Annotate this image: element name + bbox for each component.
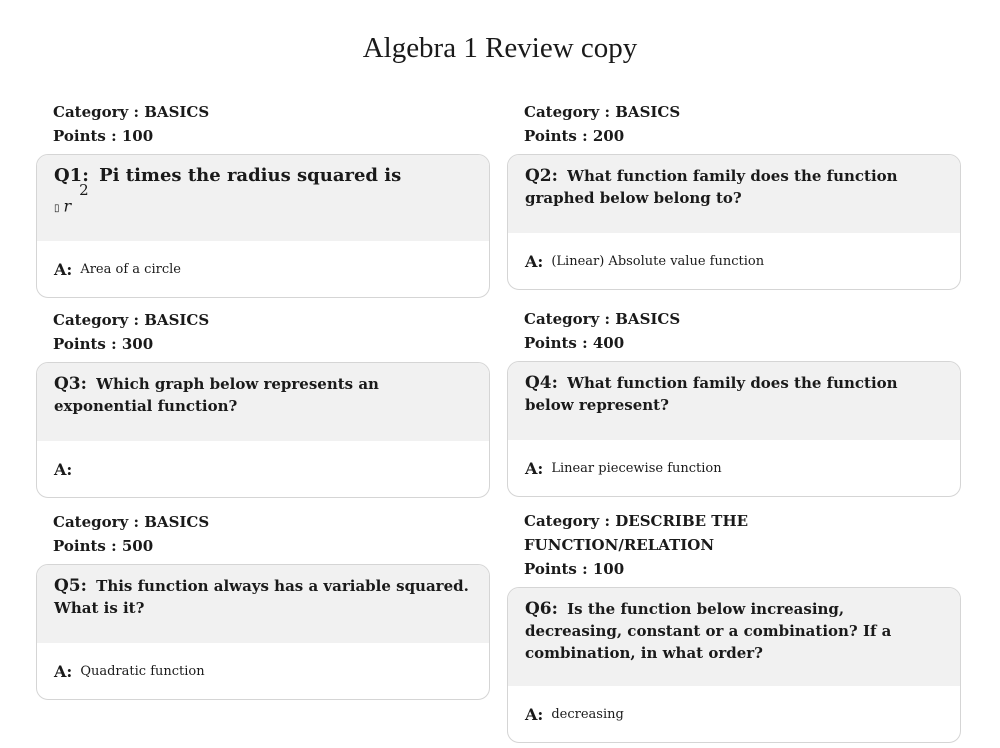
- category-value: BASICS: [615, 310, 681, 328]
- question-text: What function family does the function graphed below belong to?: [525, 167, 898, 207]
- question-meta: [507, 509, 961, 581]
- category-value: BASICS: [615, 103, 681, 121]
- question-text: Is the function below increasing, decreasing, constant or a combination? If a combination, in what order?: [525, 600, 892, 662]
- question-card[interactable]: [36, 564, 490, 700]
- points-value: 100: [592, 560, 625, 578]
- page-title: Algebra 1 Review copy: [362, 32, 638, 64]
- category-label: Category :: [524, 310, 611, 328]
- answer-text: (Linear) Absolute value function: [551, 253, 765, 269]
- question-number: Q2:: [525, 166, 558, 186]
- answer-label: A:: [54, 259, 73, 279]
- category-label: Category :: [53, 103, 140, 121]
- answer-area: [37, 241, 489, 297]
- question-text-area: [508, 155, 960, 233]
- answer-text: Linear piecewise function: [551, 460, 722, 476]
- category-value: BASICS: [144, 311, 210, 329]
- answer-label: A:: [54, 661, 73, 681]
- points-value: 100: [121, 127, 154, 145]
- category-value: BASICS: [144, 513, 210, 531]
- answer-text: Area of a circle: [80, 261, 181, 277]
- category-value-line1: DESCRIBE THE: [615, 512, 749, 530]
- question-number: Q4:: [525, 373, 558, 393]
- question-meta: [36, 100, 490, 148]
- points-value: 500: [121, 537, 154, 555]
- question-text-area: [508, 588, 960, 686]
- question-number: Q6:: [525, 599, 558, 619]
- question-item-5: [36, 510, 490, 700]
- answer-label: A:: [54, 459, 73, 479]
- question-text-area: [508, 362, 960, 440]
- question-item-6: [507, 509, 961, 743]
- question-text: What function family does the function below represent?: [525, 374, 898, 414]
- category-value-line2: FUNCTION/RELATION: [524, 536, 715, 554]
- points-label: Points :: [53, 537, 117, 555]
- answer-text: Quadratic function: [80, 663, 205, 679]
- answer-area: [508, 233, 960, 289]
- question-meta: [36, 308, 490, 356]
- answer-label: A:: [525, 458, 544, 478]
- points-value: 300: [121, 335, 154, 353]
- points-value: 200: [592, 127, 625, 145]
- question-card[interactable]: [507, 154, 961, 290]
- question-item-2: [507, 100, 961, 290]
- answer-text: decreasing: [551, 706, 624, 722]
- formula-exponent: 2: [79, 181, 89, 199]
- points-label: Points :: [524, 334, 588, 352]
- category-label: Category :: [53, 311, 140, 329]
- question-meta: [507, 100, 961, 148]
- points-value: 400: [592, 334, 625, 352]
- category-label: Category :: [53, 513, 140, 531]
- answer-label: A:: [525, 704, 544, 724]
- question-item-4: [507, 307, 961, 497]
- question-text: Which graph below represents an exponential function?: [54, 375, 379, 415]
- points-label: Points :: [524, 560, 588, 578]
- question-text: Pi times the radius squared is: [99, 165, 402, 186]
- question-card[interactable]: [36, 362, 490, 498]
- question-text-area: [37, 565, 489, 643]
- question-number: Q3:: [54, 374, 87, 394]
- left-column: [36, 100, 490, 700]
- question-text-area: [37, 363, 489, 441]
- answer-label: A:: [525, 251, 544, 271]
- points-label: Points :: [53, 127, 117, 145]
- question-text: This function always has a variable squared. What is it?: [54, 577, 469, 617]
- right-column: [507, 100, 961, 743]
- points-label: Points :: [524, 127, 588, 145]
- answer-area: [508, 440, 960, 496]
- question-item-1: [36, 100, 490, 298]
- question-card[interactable]: [36, 154, 490, 298]
- formula: [54, 181, 472, 216]
- question-item-3: [36, 308, 490, 498]
- question-meta: [36, 510, 490, 558]
- question-meta: [507, 307, 961, 355]
- question-card[interactable]: [507, 361, 961, 497]
- answer-area: [37, 643, 489, 699]
- pi-symbol: ▯: [54, 203, 60, 215]
- question-number: Q5:: [54, 576, 87, 596]
- question-card[interactable]: [507, 587, 961, 743]
- points-label: Points :: [53, 335, 117, 353]
- formula-variable: r: [63, 196, 72, 216]
- question-text-area: [37, 155, 489, 241]
- question-number: Q1:: [54, 165, 89, 186]
- category-value: BASICS: [144, 103, 210, 121]
- answer-area: [37, 441, 489, 497]
- answer-area: [508, 686, 960, 742]
- category-label: Category :: [524, 103, 611, 121]
- category-label: Category :: [524, 512, 611, 530]
